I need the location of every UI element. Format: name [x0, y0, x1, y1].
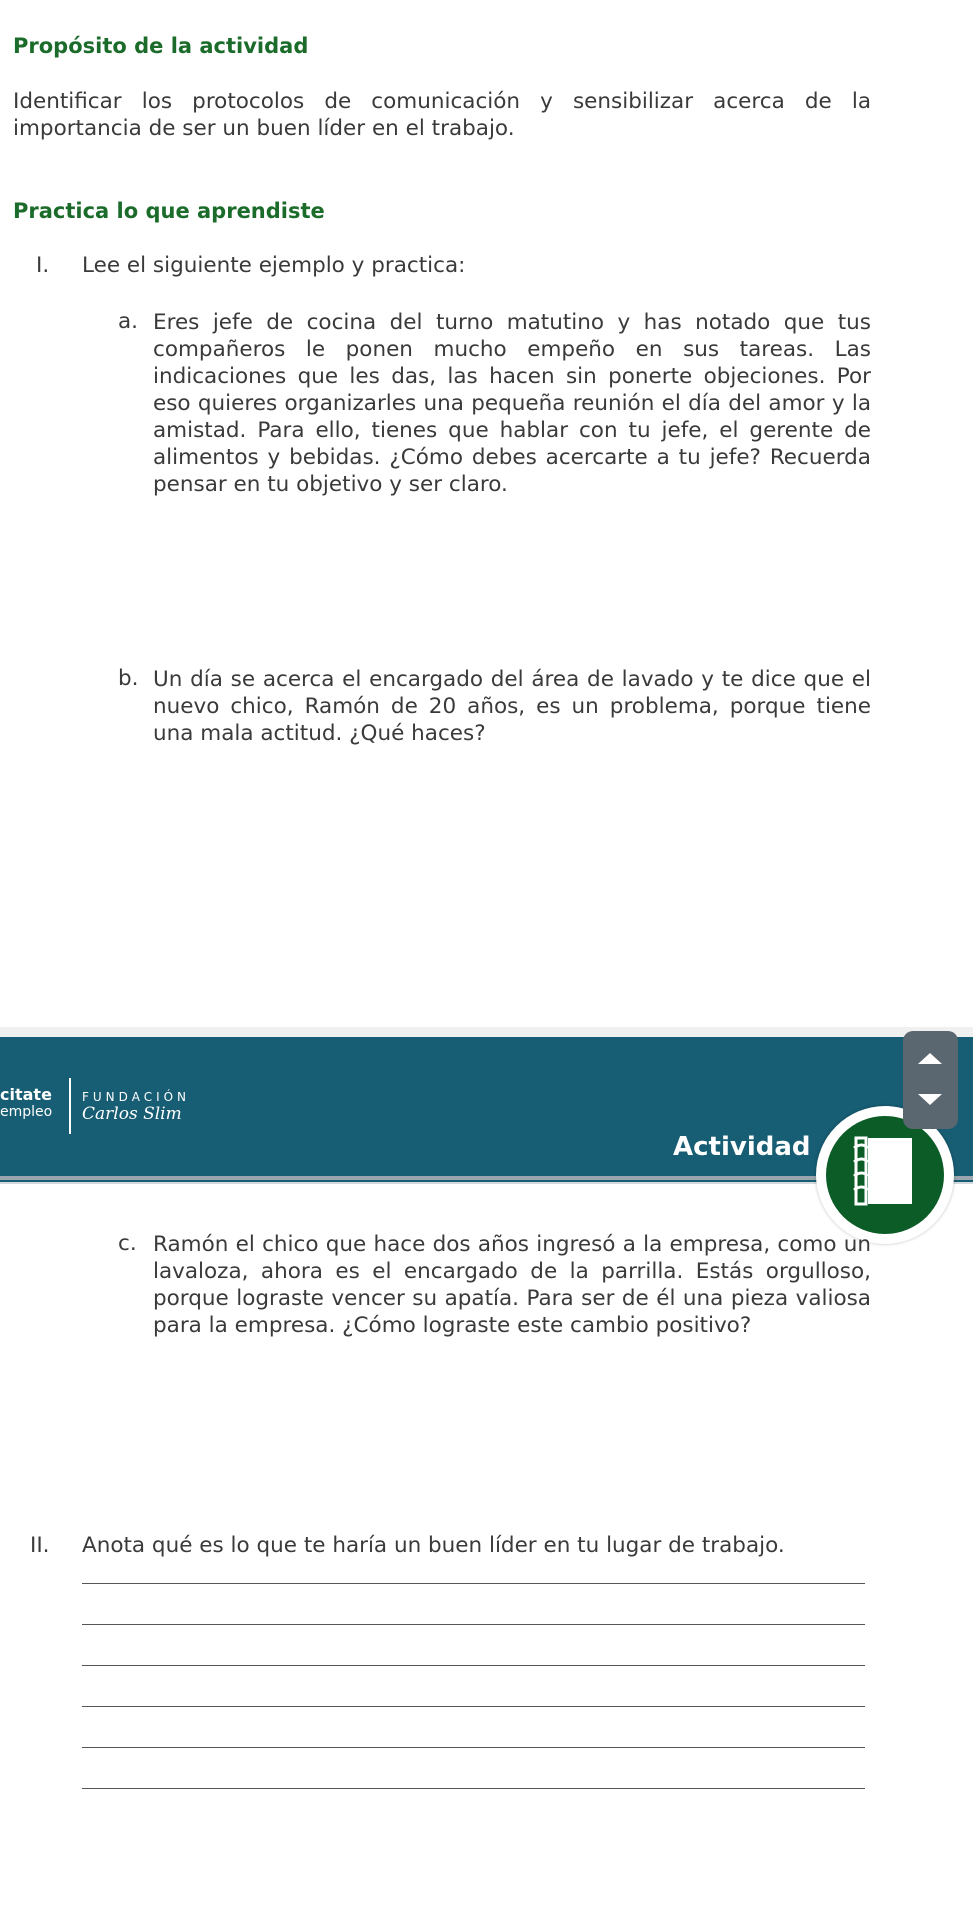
logo-text-bottom: empleo — [0, 1104, 53, 1120]
section-2-instruction: Anota qué es lo que te haría un buen líder en tu lugar de trabajo. — [82, 1533, 785, 1558]
foundation-label: FUNDACIÓN — [82, 1090, 191, 1104]
purpose-text: Identificar los protocolos de comunicación y sensibilizar acerca de la importancia de ser un buen líder en el trabajo. — [13, 89, 871, 141]
logo-separator — [69, 1078, 71, 1134]
scroll-nav — [903, 1031, 958, 1129]
banner-title: Actividad — [673, 1132, 811, 1162]
item-a-text: Eres jefe de cocina del turno matutino y has notado que tus compañeros le ponen mucho empeño en sus tareas. Las indicaciones que les das, las hacen sin ponerte objeciones. Por eso quieres organizarles una pequeña reunión el día del amor y la amistad. Para ello, tienes que hablar con tu jefe, el gerente de alimentos y bebidas. ¿Cómo debes acercarte a tu jefe? Recuerda pensar en tu objetivo y ser claro. — [153, 310, 871, 497]
answer-line[interactable] — [82, 1788, 865, 1789]
item-b-letter: b. — [118, 666, 139, 691]
practice-title: Practica lo que aprendiste — [13, 199, 325, 223]
answer-line[interactable] — [82, 1624, 865, 1625]
logo-text-top: citate — [0, 1085, 52, 1104]
item-c-letter: c. — [118, 1231, 137, 1256]
purpose-title: Propósito de la actividad — [13, 34, 309, 58]
section-2-numeral: II. — [30, 1533, 50, 1558]
section-1-instruction: Lee el siguiente ejemplo y practica: — [82, 253, 466, 278]
item-a-letter: a. — [118, 309, 139, 334]
item-c-text: Ramón el chico que hace dos años ingresó a la empresa, como un lavaloza, ahora es el encargado de la parrilla. Estás orgulloso, porque lograste vencer su apatía. Para ser de él una pieza valiosa para la empresa. ¿Cómo lograste este cambio positivo? — [153, 1232, 871, 1338]
section-1-numeral: I. — [36, 253, 50, 278]
answer-line[interactable] — [82, 1747, 865, 1748]
arrow-down-icon[interactable] — [918, 1094, 942, 1105]
banner-top-strip — [0, 1027, 973, 1037]
item-b-text: Un día se acerca el encargado del área de lavado y te dice que el nuevo chico, Ramón de 20 años, es un problema, porque tiene una mala actitud. ¿Qué haces? — [153, 667, 871, 746]
answer-line[interactable] — [82, 1665, 865, 1666]
notebook-icon — [826, 1116, 944, 1234]
arrow-up-icon[interactable] — [918, 1053, 942, 1064]
answer-line[interactable] — [82, 1583, 865, 1584]
foundation-signature: Carlos Slim — [82, 1104, 182, 1124]
answer-line[interactable] — [82, 1706, 865, 1707]
